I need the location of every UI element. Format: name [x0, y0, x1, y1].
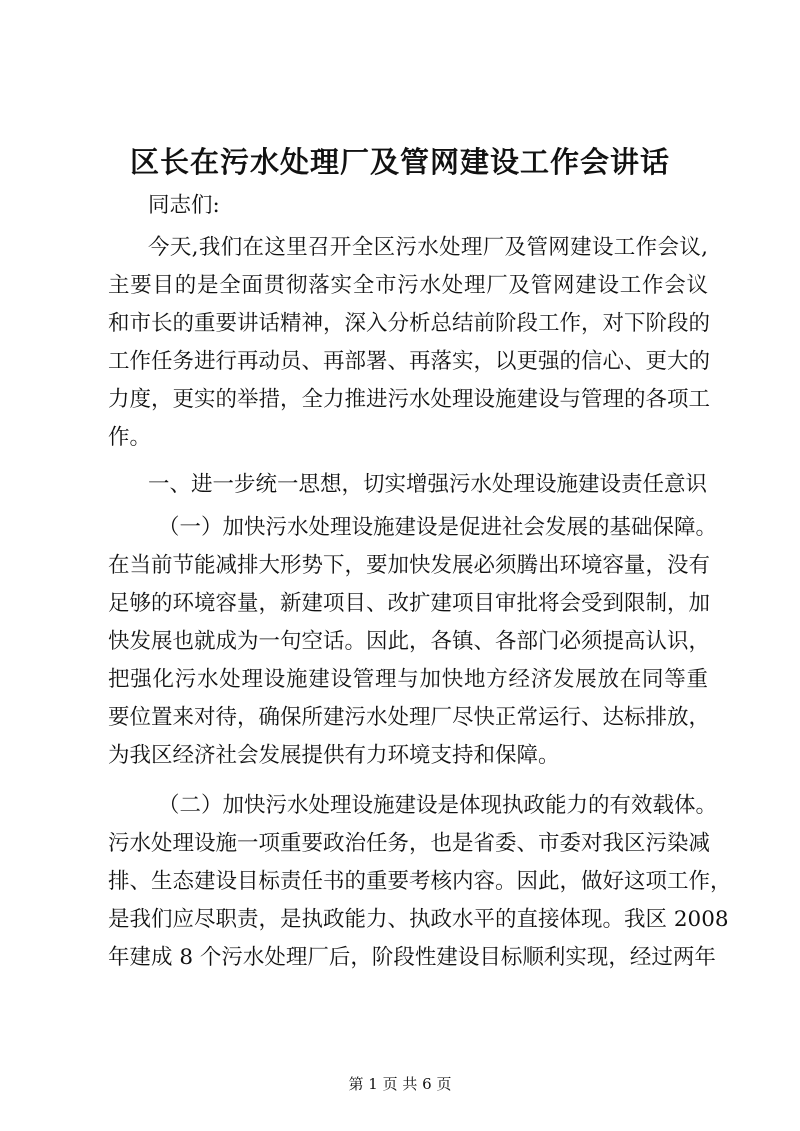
paragraph-line: 年建成 8 个污水处理厂后，阶段性建设目标顺利实现，经过两年	[108, 945, 716, 970]
paragraph-line: 为我区经济社会发展提供有力环境支持和保障。	[108, 743, 560, 768]
paragraph-line: 主要目的是全面贯彻落实全市污水处理厂及管网建设工作会议	[108, 273, 708, 298]
paragraph-line: 污水处理设施一项重要政治任务，也是省委、市委对我区污染减	[108, 831, 711, 856]
page-number: 第 1 页 共 6 页	[348, 1075, 452, 1093]
paragraph-line: 排、生态建设目标责任书的重要考核内容。因此，做好这项工作，	[108, 869, 732, 894]
document-title: 区长在污水处理厂及管网建设工作会讲话	[129, 145, 670, 179]
paragraph-line: 今天,我们在这里召开全区污水处理厂及管网建设工作会议,	[148, 235, 708, 260]
paragraph-line: 力度，更实的举措，全力推进污水处理设施建设与管理的各项工	[108, 387, 711, 412]
paragraph-line: 足够的环境容量，新建项目、改扩建项目审批将会受到限制，加	[108, 591, 711, 616]
paragraph-line: 把强化污水处理设施建设管理与加快地方经济发展放在同等重	[108, 667, 708, 692]
paragraph-line: 快发展也就成为一句空话。因此，各镇、各部门必须提高认识，	[108, 629, 711, 654]
paragraph-line: 在当前节能减排大形势下，要加快发展必须腾出环境容量，没有	[108, 553, 711, 578]
paragraph-line: 和市长的重要讲话精神，深入分析总结前阶段工作，对下阶段的	[108, 311, 711, 336]
paragraph-line: 作。	[108, 425, 152, 450]
subsection-heading: （一）加快污水处理设施建设是促进社会发展的基础保障。	[158, 515, 718, 540]
subsection-heading: （二）加快污水处理设施建设是体现执政能力的有效载体。	[158, 793, 718, 818]
paragraph-line: 工作任务进行再动员、再部署、再落实，以更强的信心、更大的	[108, 349, 711, 374]
paragraph-line: 要位置来对待，确保所建污水处理厂尽快正常运行、达标排放，	[108, 705, 711, 730]
salutation: 同志们:	[148, 193, 220, 218]
paragraph-line: 是我们应尽职责，是执政能力、执政水平的直接体现。我区 2008	[108, 907, 729, 932]
section-heading: 一、进一步统一思想，切实增强污水处理设施建设责任意识	[148, 472, 708, 497]
